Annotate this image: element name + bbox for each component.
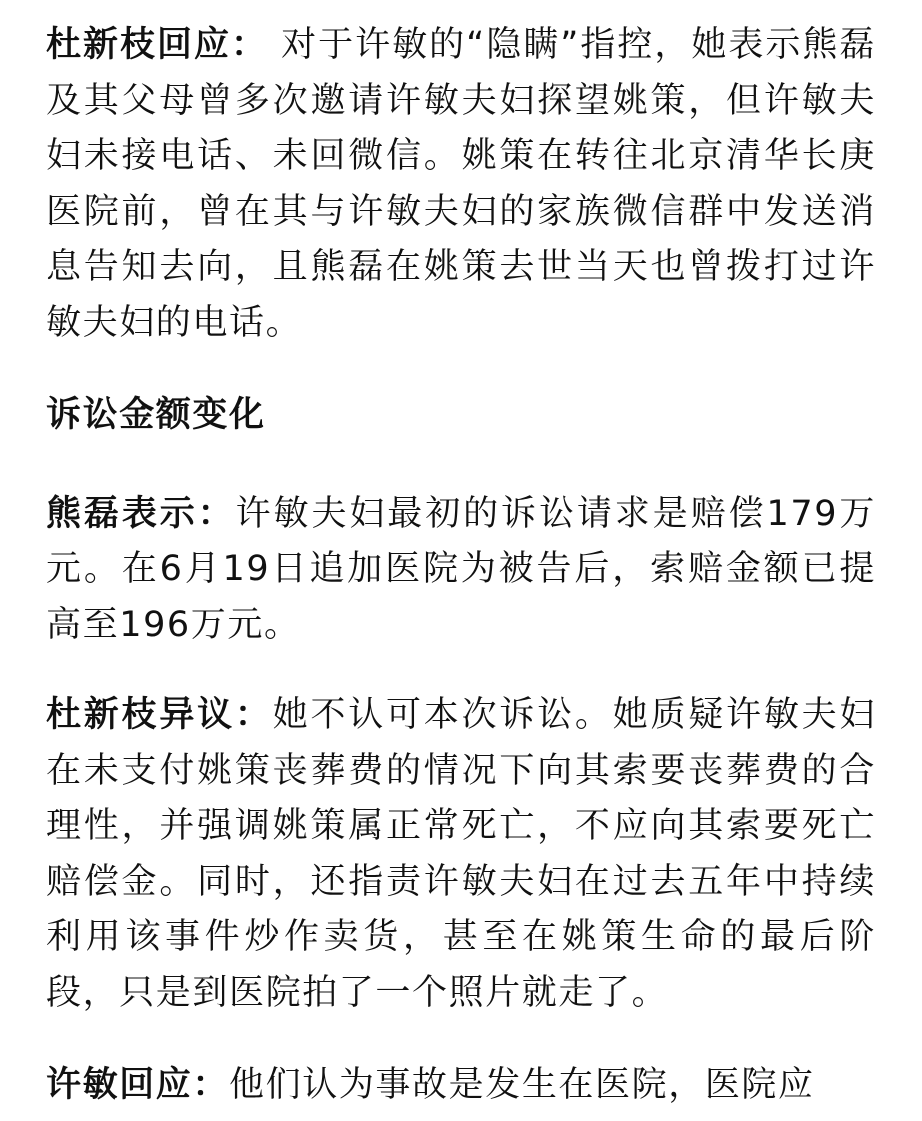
paragraph-xiong-lei-statement [46, 487, 876, 654]
article-body [46, 18, 876, 1114]
paragraph-text: 对于许敏的“隐瞒”指控，她表示熊磊及其父母曾多次邀请许敏夫妇探望姚策，但许敏夫妇未接电话、未回微信。姚策在转往北京清华长庚医院前，曾在其与许敏夫妇的家族微信群中发送消息告知去向，且熊磊在姚策去世当天也曾拨打过许敏夫妇的电话。 [46, 25, 876, 343]
section-heading: 诉讼金额变化 [46, 395, 266, 435]
speaker-label: 杜新枝回应： [46, 25, 268, 65]
paragraph-du-xinzhi-response [46, 18, 876, 351]
paragraph-xu-min-response [46, 1058, 876, 1114]
paragraph-text: 她不认可本次诉讼。她质疑许敏夫妇在未支付姚策丧葬费的情况下向其索要丧葬费的合理性，并强调姚策属正常死亡，不应向其索要死亡赔偿金。同时，还指责许敏夫妇在过去五年中持续利用该事件炒作卖货，甚至在姚策生命的最后阶段，只是到医院拍了一个照片就走了。 [46, 695, 876, 1013]
speaker-label: 熊磊表示： [46, 493, 236, 534]
speaker-label: 杜新枝异议： [46, 695, 273, 735]
paragraph-du-xinzhi-objection [46, 688, 876, 1021]
paragraph-text: 他们认为事故是发生在医院，医院应 [229, 1065, 815, 1105]
speaker-label: 许敏回应： [46, 1065, 230, 1105]
paragraph-text: 许敏夫妇最初的诉讼请求是赔偿179万元。在6月19日追加医院为被告后，索赔金额已提高至196万元。 [46, 493, 876, 645]
